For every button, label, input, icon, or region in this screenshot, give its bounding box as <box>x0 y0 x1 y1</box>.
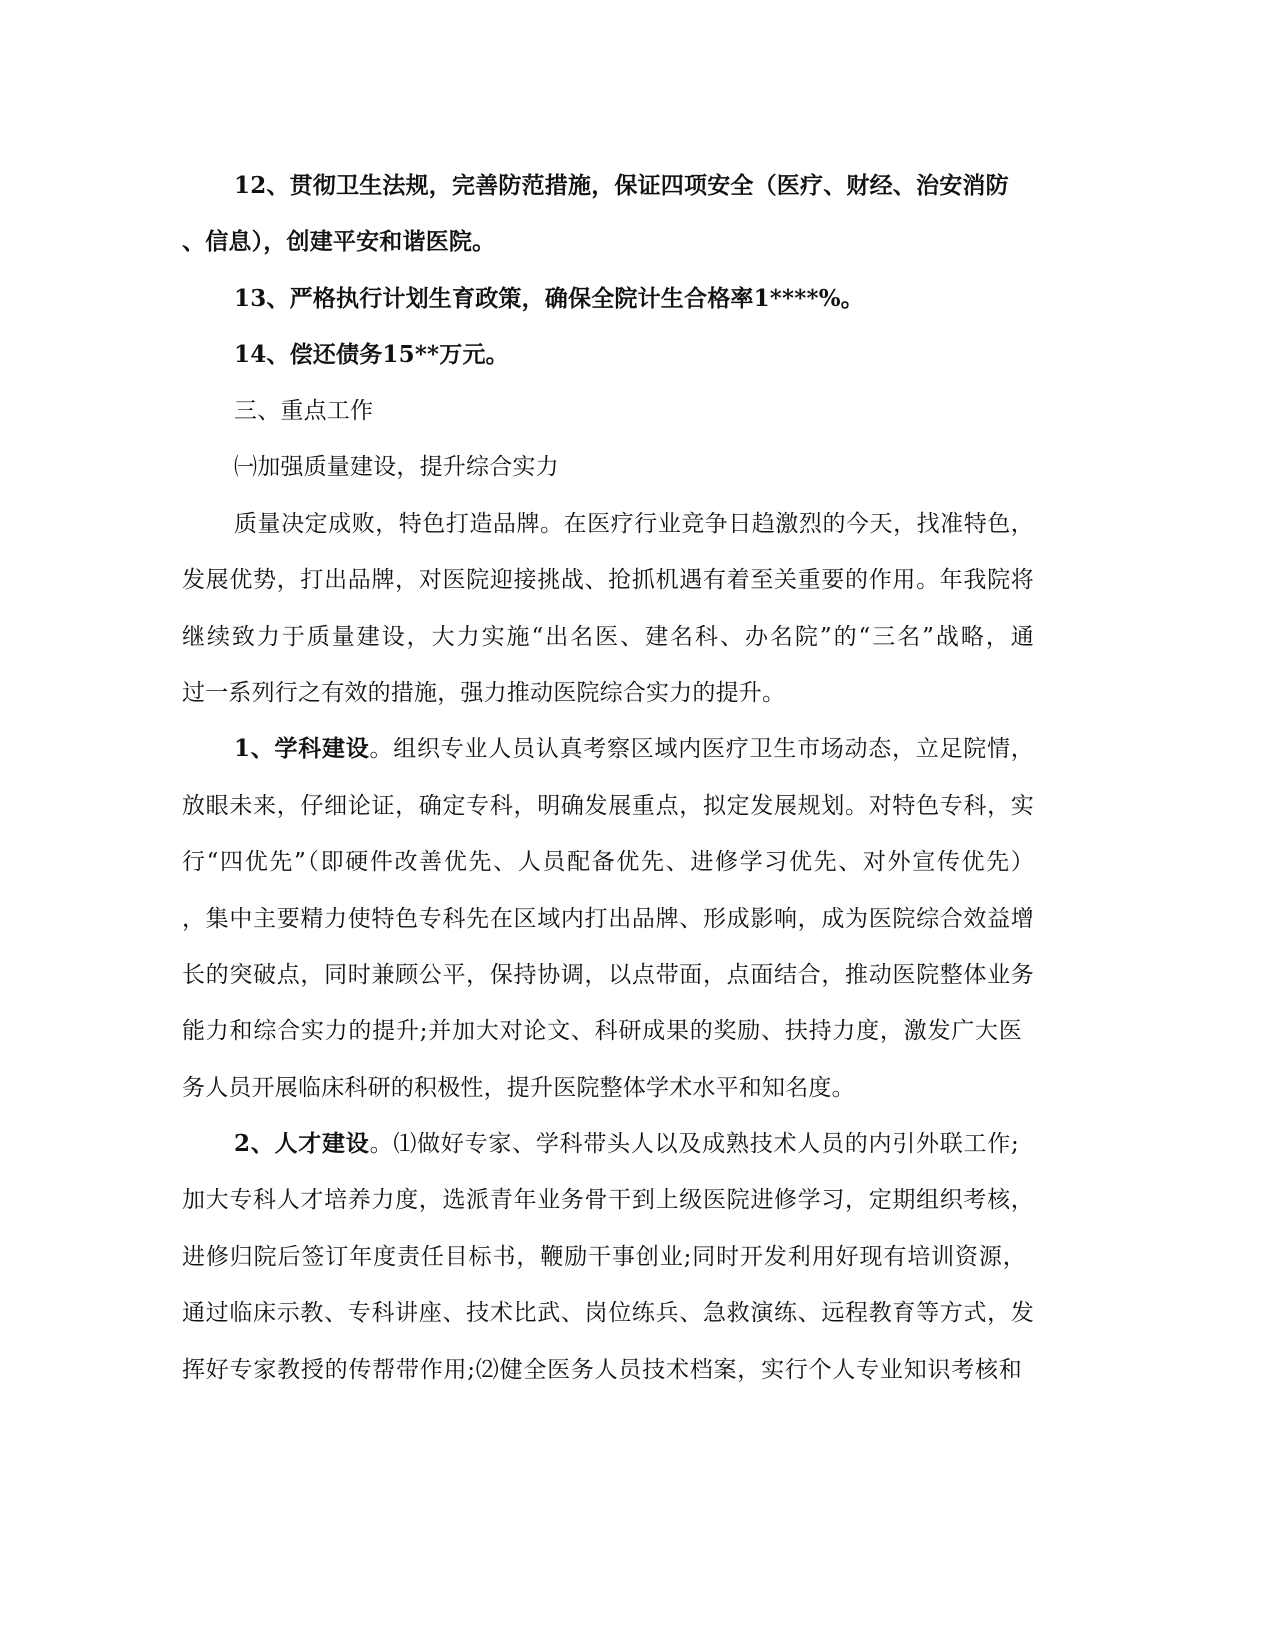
subsection-heading <box>234 451 1144 483</box>
text-run: 过一系列行之有效的措施，强力推动医院综合实力的提升。 <box>182 680 786 706</box>
text-run: ，集中主要精力使特色专科先在区域内打出品牌、形成影响，成为医院综合效益增 <box>182 906 1034 932</box>
paragraph-line <box>234 1128 1019 1160</box>
paragraph-line <box>234 733 1034 765</box>
item-13 <box>234 283 1144 315</box>
paragraph-line <box>182 1015 1022 1047</box>
text-run: 加大专科人才培养力度，选派青年业务骨干到上级医院进修学习，定期组织考核， <box>182 1187 1034 1213</box>
paragraph-line <box>182 677 1092 709</box>
paragraph-line <box>182 1072 1092 1104</box>
paragraph-line <box>182 1184 1034 1216</box>
text-run: 。⑴做好专家、学科带头人以及成熟技术人员的内引外联工作; <box>369 1131 1019 1157</box>
paragraph-line <box>182 903 1034 935</box>
text-run: 13、严格执行计划生育政策，确保全院计生合格率1****%。 <box>234 285 864 312</box>
item-12-line-2 <box>182 226 1092 258</box>
item-14 <box>234 339 1144 371</box>
paragraph-line <box>182 790 1034 822</box>
paragraph-line <box>234 508 1034 540</box>
text-run: ㈠加强质量建设，提升综合实力 <box>234 454 559 480</box>
section-heading <box>234 395 1144 427</box>
text-run: 放眼未来，仔细论证，确定专科，明确发展重点，拟定发展规划。对特色专科，实 <box>182 793 1034 819</box>
text-run: 行“四优先”（即硬件改善优先、人员配备优先、进修学习优先、对外宣传优先） <box>182 849 1034 875</box>
text-run: 、信息），创建平安和谐医院。 <box>182 228 496 255</box>
text-run: 14、偿还债务15**万元。 <box>234 341 509 368</box>
text-run: 进修归院后签订年度责任目标书，鞭励干事创业;同时开发利用好现有培训资源， <box>182 1244 1026 1270</box>
text-run: 三、重点工作 <box>234 398 374 424</box>
paragraph-line <box>182 846 1034 878</box>
paragraph-line <box>182 621 1034 653</box>
paragraph-line <box>182 564 1034 596</box>
text-run: 能力和综合实力的提升;并加大对论文、科研成果的奖励、扶持力度，激发广大医 <box>182 1018 1022 1044</box>
paragraph-line <box>182 959 1034 991</box>
paragraph-line <box>182 1354 1022 1386</box>
text-run-bold: 2、人才建设 <box>234 1130 370 1157</box>
text-run: 。组织专业人员认真考察区域内医疗卫生市场动态，立足院情， <box>369 736 1034 762</box>
item-12-line-1 <box>234 170 1144 202</box>
text-run: 继续致力于质量建设，大力实施“出名医、建名科、办名院”的“三名”战略，通 <box>182 624 1034 650</box>
paragraph-line <box>182 1241 1026 1273</box>
text-run: 质量决定成败，特色打造品牌。在医疗行业竞争日趋激烈的今天，找准特色， <box>234 511 1034 537</box>
text-run-bold: 1、学科建设 <box>234 735 370 762</box>
text-run: 发展优势，打出品牌，对医院迎接挑战、抢抓机遇有着至关重要的作用。年我院将 <box>182 567 1034 593</box>
text-run: 通过临床示教、专科讲座、技术比武、岗位练兵、急救演练、远程教育等方式，发 <box>182 1300 1034 1326</box>
text-run: 务人员开展临床科研的积极性，提升医院整体学术水平和知名度。 <box>182 1075 855 1101</box>
paragraph-line <box>182 1297 1034 1329</box>
text-run: 挥好专家教授的传帮带作用;⑵健全医务人员技术档案，实行个人专业知识考核和 <box>182 1357 1022 1383</box>
text-run: 长的突破点，同时兼顾公平，保持协调，以点带面，点面结合，推动医院整体业务 <box>182 962 1034 988</box>
text-run: 12、贯彻卫生法规，完善防范措施，保证四项安全（医疗、财经、治安消防 <box>234 172 1009 199</box>
